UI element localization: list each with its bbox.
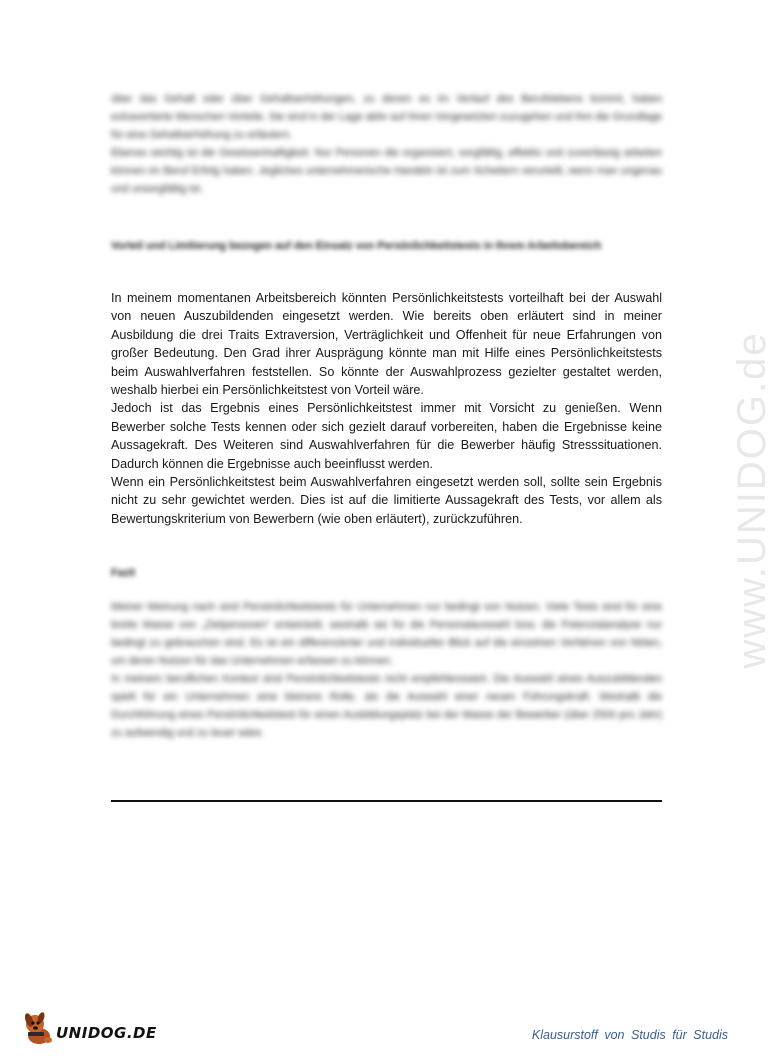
conclusion-heading: Fazit (111, 567, 136, 579)
blurred-paragraph-1: über das Gehalt oder über Gehaltserhöhungen, zu denen es im Verlauf des Berufslebens kommt, haben extravertierte Menschen Vorteile. Sie sind in der Lage aktiv auf Ihren Vorgesetzten zuzugehen und ihm die Grundlage für eine Gehaltserhöhung zu erläutern. (111, 93, 662, 141)
blurred-paragraph-2: Ebenso wichtig ist die Gewissenhaftigkeit. Nur Personen die organisiert, sorgfältig, effektiv und zuverlässig arbeiten können im Beruf Erfolg haben. Jegliches unternehmerische Handeln ist zum Scheitern verurteilt, wenn man ungenau und unsorgfältig ist. (111, 147, 662, 195)
conclusion-paragraph-2: In meinem beruflichen Kontext sind Persönlichkeitstests nicht empfehlenswert. Die Auswahl eines Auszubildenden spielt für ein Unternehmen eine kleinere Rolle, als die Auswahl einer neuen Führungskraft. Weshalb die Durchführung eines Persönlichkeitstest für einen Ausbildungsplatz bei der Masse der Bewerber (über 2500 pro Jahr) zu aufwendig und zu teuer wäre. (111, 673, 662, 739)
section-heading: Vorteil und Limitierung bezogen auf den Einsatz von Persönlichkeitstests in Ihrem Arbeitsbereich (111, 240, 602, 252)
dog-mascot-icon (22, 1010, 58, 1046)
watermark-text: www.UNIDOG.de (730, 331, 774, 669)
main-paragraph-1: In meinem momentanen Arbeitsbereich könnten Persönlichkeitstests vorteilhaft bei der Auswahl von neuen Auszubildenden eingesetzt werden. Wie bereits oben erläutert sind in meiner Ausbildung die drei Traits Extraversion, Verträglichkeit und Offenheit für neue Erfahrungen von großer Bedeutung. Den Grad ihrer Ausprägung könnte man mit Hilfe eines Persönlichkeitstests beim Auswahlverfahren feststellen. So könnte der Auswahlprozess gezielter gestaltet werden, weshalb hierbei ein Persönlichkeitstest von Vorteil wäre. (111, 291, 662, 398)
page-divider (111, 800, 662, 802)
watermark (686, 270, 774, 730)
footer-tagline: Klausurstoff von Studis für Studis (531, 1028, 728, 1042)
blurred-intro-paragraph (111, 90, 662, 198)
main-paragraph-3: Wenn ein Persönlichkeitstest beim Auswahlverfahren eingesetzt werden soll, sollte sein Ergebnis nicht zu sehr gewichtet werden. Dies ist auf die limitierte Aussagekraft des Tests, vor allem als Bewertungskriterium von Bewerbern (wie oben erläutert), zurückzuführen. (111, 475, 662, 526)
main-paragraph-2: Jedoch ist das Ergebnis eines Persönlichkeitstest immer mit Vorsicht zu genießen. Wenn Bewerber solche Tests kennen oder sich gezielt darauf vorbereiten, haben die Ergebnisse keine Aussagekraft. Des Weiteren sind Auswahlverfahren für die Bewerber häufig Stresssituationen. Dadurch können die Ergebnisse auch beeinflusst werden. (111, 401, 662, 471)
unidog-logo (22, 1010, 162, 1046)
main-text-section (111, 289, 662, 528)
logo-text: UNIDOG.DE (56, 1024, 157, 1042)
conclusion-paragraph-1: Meiner Meinung nach sind Persönlichkeitstests für Unternehmen nur bedingt von Nutzen. Viele Tests sind für eine breite Masse von „Zielpersonen“ entwickelt, weshalb sie für die Personalauswahl bzw. die Potenzialanalyse nur bedingt zu gebrauchen sind. Es ist ein differenzierter und individueller Blick auf die einzelnen Verfahren von Nöten, um deren Nutzen für das Unternehmen erfassen zu können. (111, 601, 662, 667)
blurred-conclusion (111, 598, 662, 742)
